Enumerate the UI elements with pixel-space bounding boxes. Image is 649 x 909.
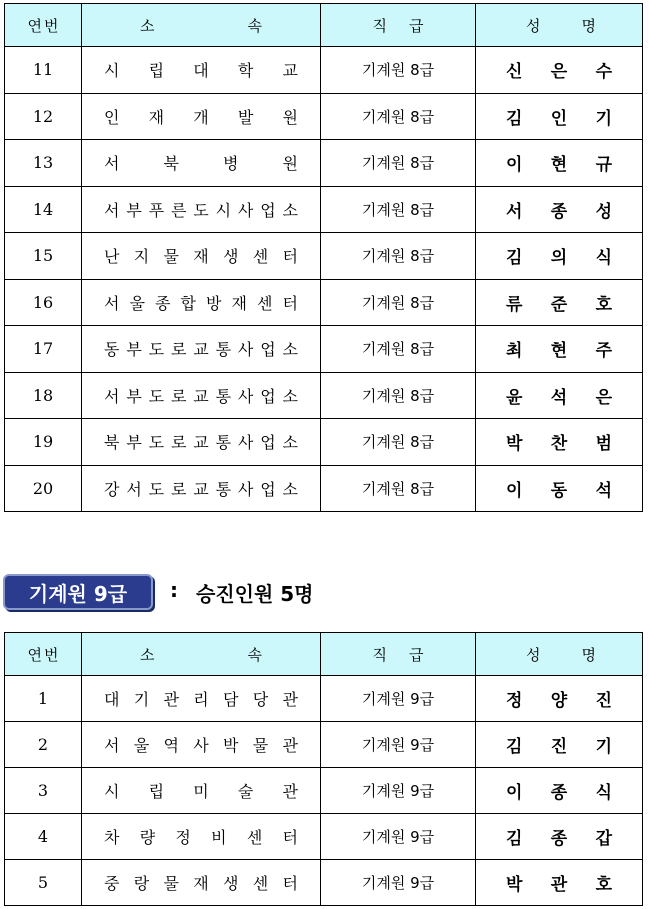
char: 역 [163,736,179,755]
char: 김 [506,829,523,849]
header-org-label [82,644,320,665]
table-row [5,186,643,233]
person-name-cell [476,722,643,768]
header-rank [321,633,476,676]
organization-name [82,244,320,267]
char: 성 [526,645,541,664]
char: 소 [282,479,298,499]
char: 박 [506,434,523,455]
char: 담 [223,690,239,709]
char: 찬 [550,434,568,455]
char: 리 [193,690,209,709]
rank-cell: 기계원 9급 [321,860,476,906]
person-name-cell [476,465,643,512]
char: 신 [506,62,523,83]
organization-name [82,733,320,756]
char: 중 [104,874,120,893]
header-no-label [5,644,81,665]
char: 물 [163,247,179,267]
table-row [5,233,643,280]
person-name-cell [476,93,643,140]
char: 수 [595,62,612,83]
char: 동 [550,480,568,501]
char: 양 [550,691,568,711]
row-number: 1 [5,676,82,722]
person-name-cell [476,676,643,722]
char: 서 [104,200,120,220]
char: 명 [581,645,596,664]
char: 울 [129,293,145,313]
organization-cell [82,372,321,419]
header-name [476,4,643,47]
char: 이 [506,783,523,803]
char: 당 [252,690,269,709]
table-row [5,279,643,326]
char: 연 [27,645,42,664]
header-rank-label [321,15,475,36]
person-name [476,476,642,501]
row-number: 19 [5,419,82,466]
char: 최 [506,341,523,362]
organization-name [82,198,320,221]
char: 인 [104,107,120,127]
organization-name [82,58,320,81]
row-number: 17 [5,326,82,373]
char: 사 [193,736,209,755]
char: 소 [140,16,155,35]
organization-name [82,337,320,360]
row-number: 12 [5,93,82,140]
rank-cell: 기계원 8급 [321,419,476,466]
section-colon: : [170,578,178,602]
char: 소 [140,645,155,664]
person-name [476,824,642,849]
char: 관 [282,690,298,709]
char: 속 [247,645,262,664]
rank-cell: 기계원 8급 [321,140,476,187]
person-name-cell [476,140,643,187]
char: 립 [148,61,165,81]
char: 범 [595,434,612,455]
char: 종 [155,293,171,313]
char: 기 [595,108,612,129]
char: 명 [581,16,596,35]
char: 터 [282,293,298,313]
table2-body [5,633,643,906]
char: 재 [193,874,209,893]
char: 푸 [148,200,165,220]
header-no [5,4,82,47]
char: 생 [223,247,239,267]
char: 대 [193,61,209,81]
person-name-cell [476,814,643,860]
rank-cell: 기계원 8급 [321,279,476,326]
char: 서 [126,479,142,499]
char: 병 [223,154,239,174]
char: 립 [148,782,165,801]
organization-cell [82,860,321,906]
char: 류 [506,294,523,315]
char: 로 [170,433,187,453]
char: 재 [231,293,247,313]
char: 도 [148,479,165,499]
char: 기 [133,690,150,709]
char: 물 [163,874,179,893]
char: 난 [104,247,120,267]
char: 연 [27,16,42,35]
char: 정 [506,691,523,711]
char: 정 [175,828,191,847]
char: 학 [237,61,254,81]
char: 은 [595,387,612,408]
table-row [5,140,643,187]
char: 지 [133,247,150,267]
char: 준 [550,294,568,315]
table-row [5,676,643,722]
person-name-cell [476,372,643,419]
char: 재 [148,107,165,127]
char: 소 [282,386,298,406]
char: 비 [211,828,227,847]
organization-name [82,430,320,453]
organization-cell [82,140,321,187]
char: 북 [163,154,179,174]
header-name-label [476,15,642,36]
char: 울 [133,736,150,755]
char: 기 [595,737,612,757]
char: 번 [44,645,59,664]
person-name [476,778,642,803]
organization-cell [82,465,321,512]
char: 서 [104,736,120,755]
char: 교 [193,340,209,360]
person-name-cell [476,186,643,233]
table-row [5,372,643,419]
person-name [476,57,642,82]
organization-name [82,825,320,848]
char: 석 [550,387,568,408]
table-row [5,419,643,466]
row-number: 2 [5,722,82,768]
char: 생 [223,874,239,893]
char: 석 [595,480,612,501]
organization-cell [82,47,321,94]
rank-cell: 기계원 8급 [321,372,476,419]
person-name [476,429,642,454]
char: 업 [260,200,276,220]
char: 술 [237,782,254,801]
char: 인 [550,108,568,129]
char: 사 [237,479,254,499]
char: 현 [550,155,568,176]
header-no-label [5,15,81,36]
char: 의 [550,248,568,269]
person-name-cell [476,326,643,373]
row-number: 3 [5,768,82,814]
organization-name [82,291,320,314]
table-row [5,93,643,140]
char: 개 [193,107,209,127]
char: 물 [252,736,269,755]
char: 시 [215,200,232,220]
person-name-cell [476,233,643,280]
char: 서 [104,293,120,313]
char: 관 [282,736,298,755]
char: 식 [595,248,612,269]
grade-badge: 기계원 9급 [3,574,153,610]
char: 교 [193,479,209,499]
char: 이 [506,480,523,501]
char: 통 [215,340,232,360]
char: 종 [550,201,568,222]
organization-name [82,687,320,710]
char: 교 [193,386,209,406]
char: 윤 [506,387,523,408]
char: 관 [163,690,179,709]
char: 업 [260,479,276,499]
person-name [476,383,642,408]
char: 업 [260,433,276,453]
header-org-label [82,15,320,36]
char: 서 [506,201,523,222]
char: 터 [282,828,298,847]
organization-name [82,477,320,500]
char: 도 [148,340,165,360]
char: 터 [282,247,298,267]
header-row [5,633,643,676]
rank-cell: 기계원 8급 [321,233,476,280]
char: 통 [215,479,232,499]
char: 북 [104,433,120,453]
char: 센 [252,874,269,893]
organization-cell [82,419,321,466]
char: 관 [282,782,298,801]
char: 주 [595,341,612,362]
char: 사 [237,340,254,360]
char: 직 [372,645,387,664]
char: 사 [237,386,254,406]
person-name [476,197,642,222]
organization-cell [82,186,321,233]
person-name [476,150,642,175]
rank-cell: 기계원 8급 [321,47,476,94]
char: 소 [282,433,298,453]
char: 시 [104,61,120,81]
char: 센 [252,247,269,267]
person-name-cell [476,860,643,906]
char: 관 [550,875,568,895]
rank-cell: 기계원 8급 [321,186,476,233]
person-name [476,104,642,129]
table-row [5,768,643,814]
char: 진 [595,691,612,711]
char: 터 [282,874,298,893]
char: 박 [506,875,523,895]
char: 교 [282,61,298,81]
char: 로 [170,479,187,499]
char: 도 [148,386,165,406]
table-row [5,722,643,768]
person-name-cell [476,279,643,326]
person-name [476,243,642,268]
person-name [476,290,642,315]
organization-cell [82,326,321,373]
table-row [5,326,643,373]
char: 강 [104,479,120,499]
char: 은 [550,62,568,83]
char: 업 [260,340,276,360]
char: 현 [550,341,568,362]
char: 성 [595,201,612,222]
table-row [5,47,643,94]
organization-cell [82,676,321,722]
char: 차 [104,828,120,847]
char: 센 [257,293,273,313]
person-name [476,732,642,757]
table-row [5,814,643,860]
char: 로 [170,386,187,406]
char: 도 [193,200,209,220]
char: 급 [409,645,424,664]
char: 재 [193,247,209,267]
char: 사 [237,433,254,453]
char: 박 [223,736,239,755]
header-name-label [476,644,642,665]
char: 사 [237,200,254,220]
organization-name [82,871,320,894]
row-number: 16 [5,279,82,326]
table-row [5,465,643,512]
header-org [82,633,321,676]
rank-cell: 기계원 8급 [321,93,476,140]
person-name [476,336,642,361]
roster-table-grade9 [4,632,643,906]
char: 교 [193,433,209,453]
char: 통 [215,433,232,453]
char: 성 [526,16,541,35]
char: 원 [282,107,298,127]
header-rank-label [321,644,475,665]
char: 대 [104,690,120,709]
organization-cell [82,768,321,814]
organization-cell [82,814,321,860]
char: 발 [237,107,254,127]
char: 업 [260,386,276,406]
char: 미 [193,782,209,801]
char: 합 [180,293,196,313]
rank-cell: 기계원 8급 [321,465,476,512]
header-no [5,633,82,676]
char: 진 [550,737,568,757]
char: 호 [595,875,612,895]
char: 동 [104,340,120,360]
char: 소 [282,200,298,220]
header-org [82,4,321,47]
header-rank [321,4,476,47]
char: 량 [139,828,156,847]
organization-cell [82,93,321,140]
table-row [5,860,643,906]
char: 급 [409,16,424,35]
rank-cell: 기계원 9급 [321,722,476,768]
promotion-count-text: 승진인원 5명 [196,582,314,606]
char: 부 [126,433,142,453]
char: 직 [372,16,387,35]
char: 식 [595,783,612,803]
char: 번 [44,16,59,35]
char: 종 [550,783,568,803]
organization-cell [82,722,321,768]
char: 로 [170,340,187,360]
header-name [476,633,643,676]
row-number: 5 [5,860,82,906]
table1-body [5,4,643,512]
organization-cell [82,233,321,280]
char: 소 [282,340,298,360]
organization-cell [82,279,321,326]
char: 김 [506,737,523,757]
row-number: 18 [5,372,82,419]
person-name-cell [476,47,643,94]
rank-cell: 기계원 9급 [321,814,476,860]
row-number: 14 [5,186,82,233]
char: 부 [126,386,142,406]
char: 시 [104,782,120,801]
char: 방 [206,293,222,313]
organization-name [82,151,320,174]
rank-cell: 기계원 9급 [321,768,476,814]
char: 통 [215,386,232,406]
row-number: 15 [5,233,82,280]
char: 부 [126,340,142,360]
char: 원 [282,154,298,174]
organization-name [82,384,320,407]
char: 속 [247,16,262,35]
person-name-cell [476,768,643,814]
char: 갑 [595,829,612,849]
char: 종 [550,829,568,849]
char: 센 [246,828,263,847]
organization-name [82,105,320,128]
char: 호 [595,294,612,315]
char: 이 [506,155,523,176]
char: 서 [104,386,120,406]
roster-table-grade8 [4,3,643,512]
header-row [5,4,643,47]
section-title-grade9 [0,572,649,612]
row-number: 13 [5,140,82,187]
char: 른 [170,200,187,220]
organization-name [82,779,320,802]
row-number: 4 [5,814,82,860]
person-name-cell [476,419,643,466]
char: 김 [506,248,523,269]
char: 도 [148,433,165,453]
rank-cell: 기계원 8급 [321,326,476,373]
char: 규 [595,155,612,176]
char: 랑 [133,874,150,893]
row-number: 20 [5,465,82,512]
person-name [476,686,642,711]
char: 김 [506,108,523,129]
char: 서 [104,154,120,174]
rank-cell: 기계원 9급 [321,676,476,722]
person-name [476,870,642,895]
row-number: 11 [5,47,82,94]
char: 부 [126,200,142,220]
